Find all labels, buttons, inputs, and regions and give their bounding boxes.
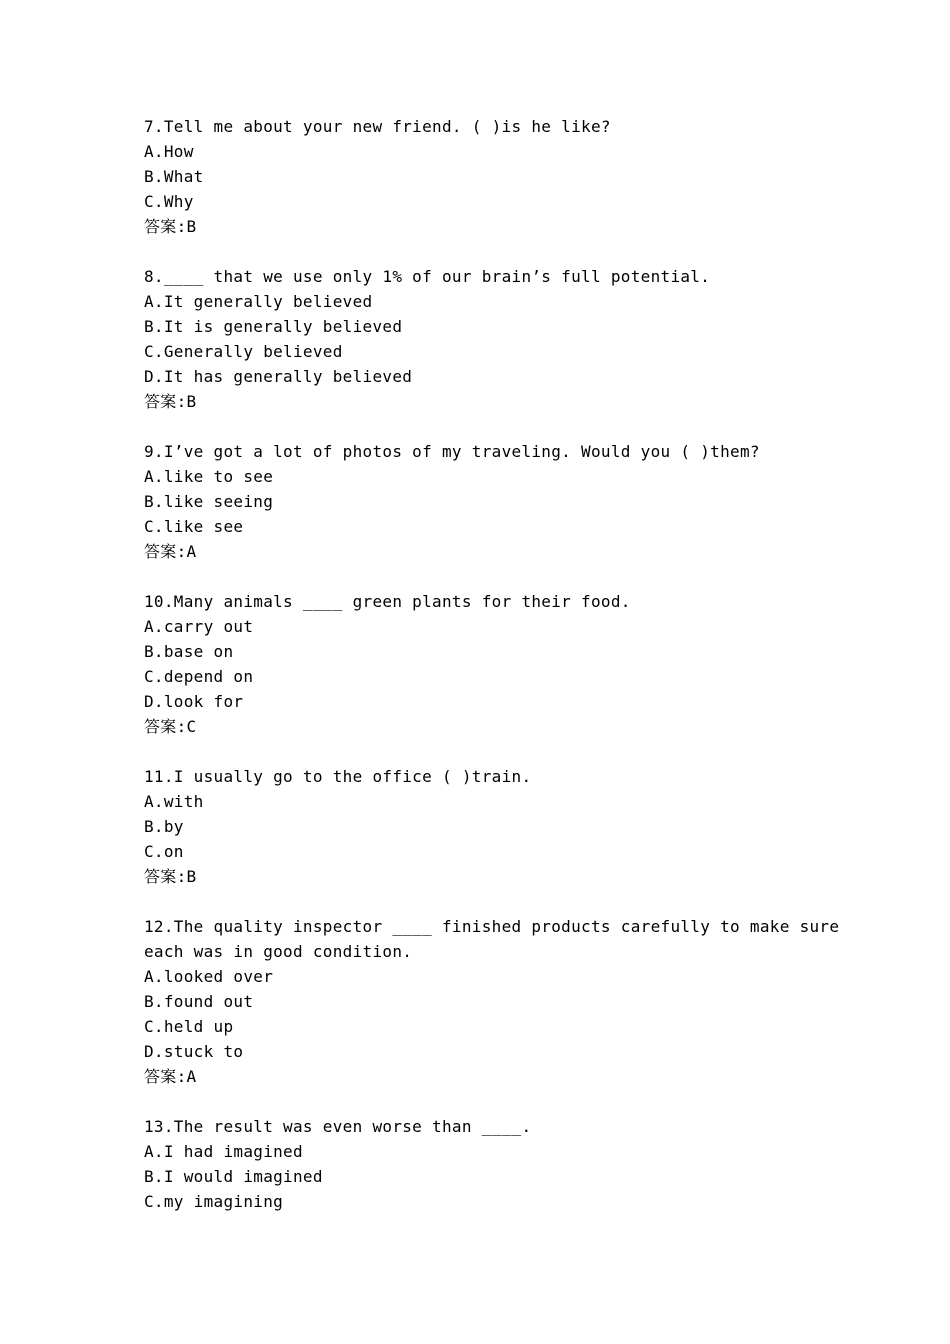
option-d: D.stuck to (144, 1042, 244, 1061)
question-9 (144, 439, 824, 564)
option-b: B.found out (144, 992, 254, 1011)
answer-line: 答案:C (144, 717, 197, 736)
option-b: B.It is generally believed (144, 317, 403, 336)
document-page (144, 114, 840, 1239)
option-c: C.on (144, 842, 184, 861)
question-8 (144, 264, 824, 414)
question-stem: 7.Tell me about your new friend. ( )is he like? (144, 117, 611, 136)
option-a: A.How (144, 142, 194, 161)
option-a: A.I had imagined (144, 1142, 303, 1161)
option-b: B.like seeing (144, 492, 274, 511)
option-d: D.It has generally believed (144, 367, 413, 386)
option-c: C.depend on (144, 667, 254, 686)
option-a: A.carry out (144, 617, 254, 636)
option-c: C.Generally believed (144, 342, 343, 361)
option-c: C.like see (144, 517, 244, 536)
option-a: A.like to see (144, 467, 274, 486)
answer-line: 答案:A (144, 1067, 197, 1086)
option-b: B.base on (144, 642, 234, 661)
answer-line: 答案:B (144, 392, 197, 411)
option-b: B.What (144, 167, 204, 186)
option-b: B.I would imagined (144, 1167, 323, 1186)
question-stem: 13.The result was even worse than ____. (144, 1117, 532, 1136)
question-stem: 8.____ that we use only 1% of our brain’s full potential. (144, 267, 711, 286)
question-7 (144, 114, 824, 239)
option-a: A.It generally believed (144, 292, 373, 311)
question-stem-line-1: 12.The quality inspector ____ finished products carefully to make sure (144, 917, 840, 936)
question-11 (144, 764, 824, 889)
question-13 (144, 1114, 824, 1214)
option-c: C.Why (144, 192, 194, 211)
option-c: C.my imagining (144, 1192, 284, 1211)
answer-line: 答案:A (144, 542, 197, 561)
option-b: B.by (144, 817, 184, 836)
question-stem: 9.I’ve got a lot of photos of my traveling. Would you ( )them? (144, 442, 760, 461)
answer-line: 答案:B (144, 217, 197, 236)
option-d: D.look for (144, 692, 244, 711)
question-12 (144, 914, 840, 1089)
option-a: A.looked over (144, 967, 274, 986)
question-stem: 11.I usually go to the office ( )train. (144, 767, 532, 786)
answer-line: 答案:B (144, 867, 197, 886)
question-stem: 10.Many animals ____ green plants for their food. (144, 592, 631, 611)
option-c: C.held up (144, 1017, 234, 1036)
option-a: A.with (144, 792, 204, 811)
question-10 (144, 589, 824, 739)
question-stem-line-2: each was in good condition. (144, 942, 413, 961)
